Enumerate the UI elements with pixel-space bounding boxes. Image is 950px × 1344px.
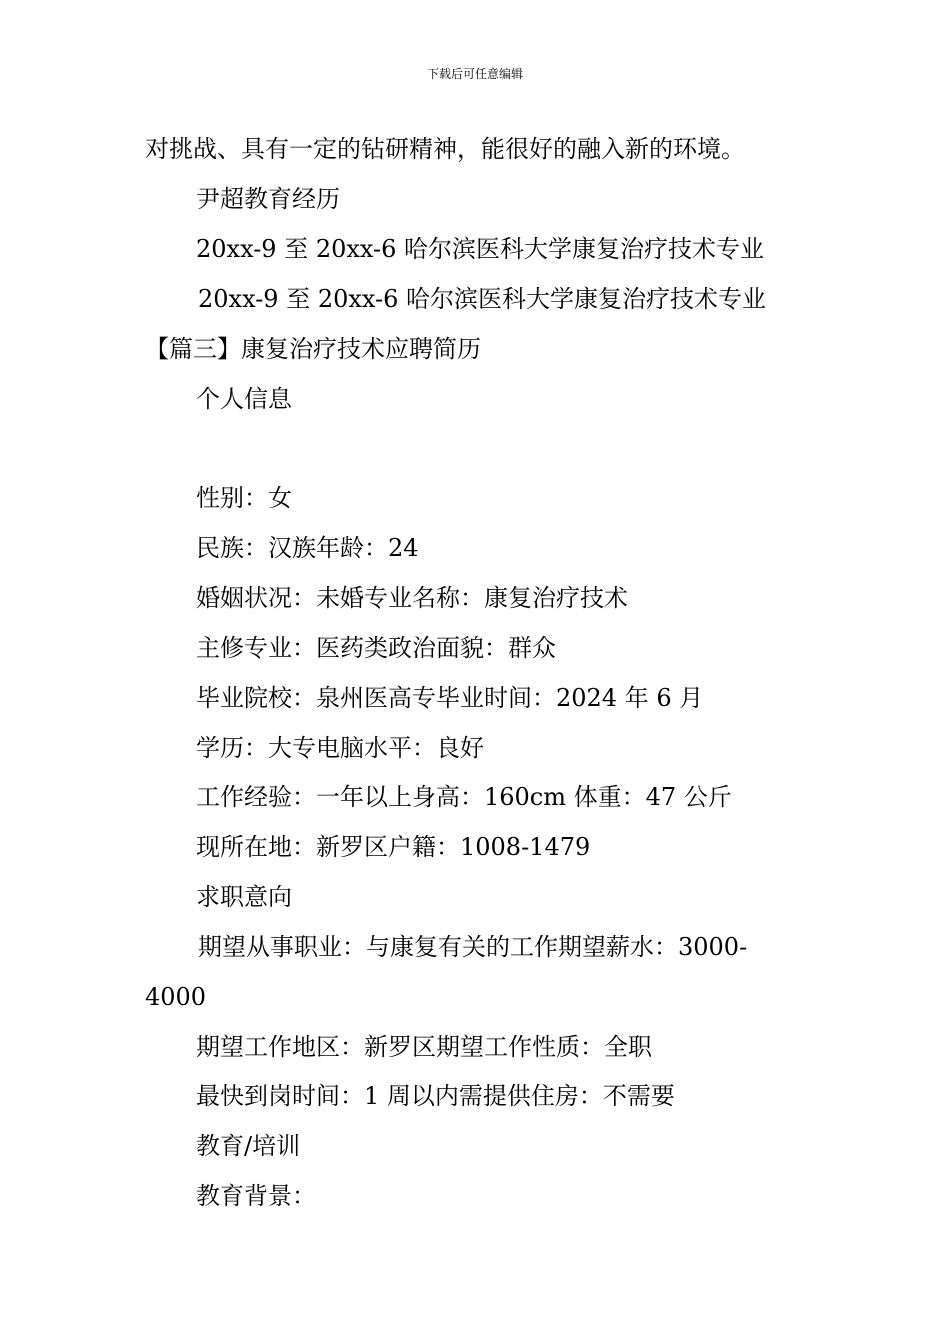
field-degree-computer: 学历：大专电脑水平：良好 bbox=[196, 734, 484, 762]
heading-education-history: 尹超教育经历 bbox=[196, 185, 340, 213]
heading-education-background: 教育背景： bbox=[196, 1182, 316, 1210]
field-expected-salary-cont: 4000 bbox=[145, 983, 207, 1011]
field-main-major-political: 主修专业：医药类政治面貌：群众 bbox=[196, 634, 556, 662]
field-ethnicity-age: 民族：汉族年龄：24 bbox=[196, 534, 419, 562]
section-title-part-three: 【篇三】康复治疗技术应聘简历 bbox=[145, 335, 481, 363]
field-gender: 性别：女 bbox=[196, 484, 292, 512]
field-arrival-housing: 最快到岗时间：1 周以内需提供住房：不需要 bbox=[196, 1082, 675, 1110]
field-location-hukou: 现所在地：新罗区户籍：1008-1479 bbox=[196, 833, 591, 861]
heading-personal-info: 个人信息 bbox=[196, 385, 292, 413]
field-school-graduation: 毕业院校：泉州医高专毕业时间：2024 年 6 月 bbox=[196, 684, 704, 712]
text-line-education-2: 20xx-9 至 20xx-6 哈尔滨医科大学康复治疗技术专业 bbox=[198, 285, 767, 313]
text-line-education-1: 20xx-9 至 20xx-6 哈尔滨医科大学康复治疗技术专业 bbox=[196, 235, 765, 263]
field-expected-area-type: 期望工作地区：新罗区期望工作性质：全职 bbox=[196, 1033, 652, 1061]
field-expected-job-salary: 期望从事职业：与康复有关的工作期望薪水：3000- bbox=[198, 933, 748, 961]
text-line-challenge: 对挑战、具有一定的钻研精神，能很好的融入新的环境。 bbox=[145, 135, 745, 163]
page-header: 下载后可任意编辑 bbox=[426, 67, 523, 81]
heading-job-intention: 求职意向 bbox=[196, 883, 292, 911]
heading-education-training: 教育/培训 bbox=[196, 1132, 301, 1160]
field-marital-major: 婚姻状况：未婚专业名称：康复治疗技术 bbox=[196, 584, 628, 612]
field-experience-height-weight: 工作经验：一年以上身高：160cm 体重：47 公斤 bbox=[196, 783, 732, 811]
